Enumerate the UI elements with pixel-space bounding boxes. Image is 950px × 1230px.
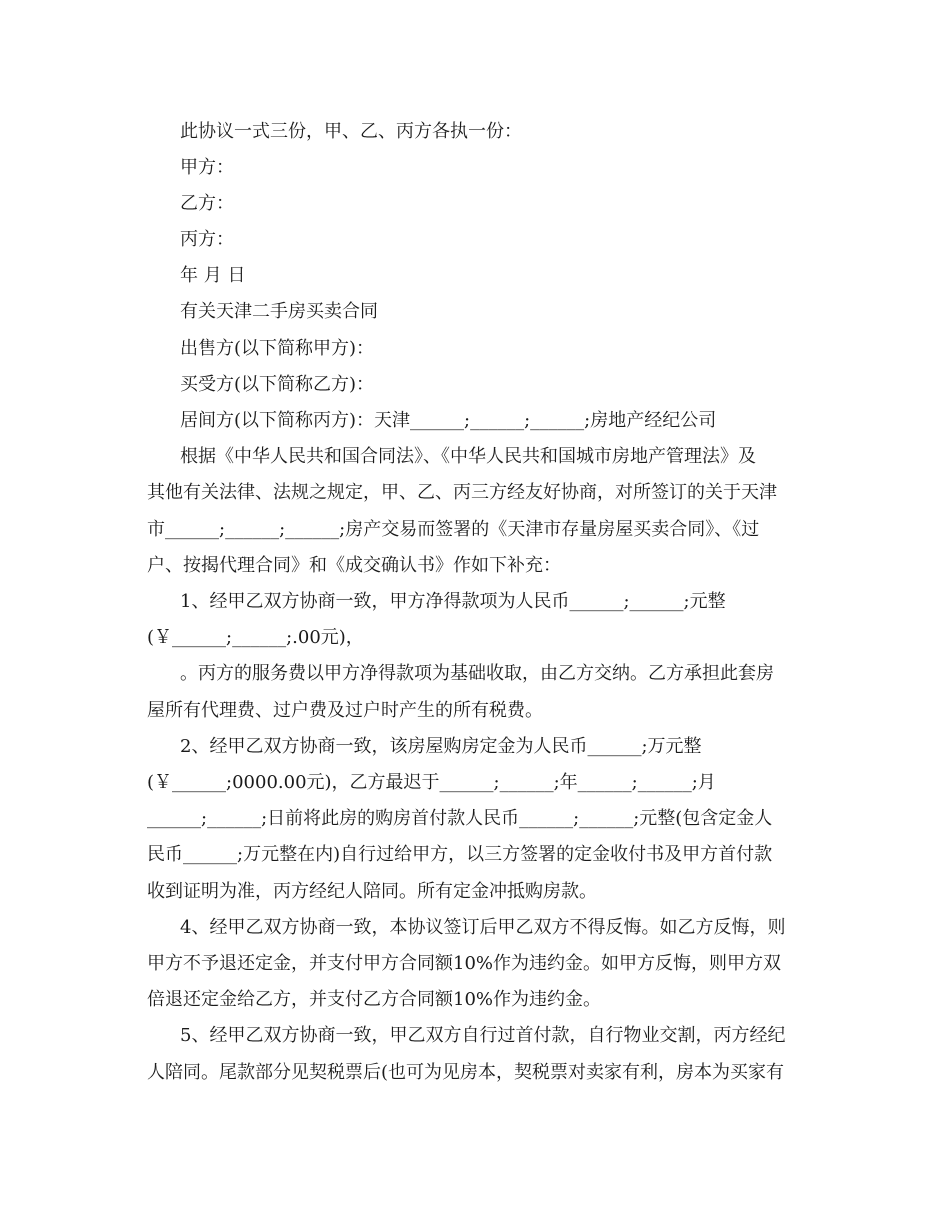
clause-line: 5、经甲乙双方协商一致，甲乙双方自行过首付款，自行物业交割，丙方经纪 xyxy=(180,1025,786,1046)
clause-line: ______;______;日前将此房的购房首付款人民币______;______;元整(包含定金人 xyxy=(147,808,773,829)
clause-line: 倍退还定金给乙方，并支付乙方合同额10%作为违约金。 xyxy=(147,989,602,1010)
paragraph-line: 根据《中华人民共和国合同法》、《中华人民共和国城市房地产管理法》及 xyxy=(180,446,756,467)
paragraph-line: 其他有关法律、法规之规定，甲、乙、丙三方经友好协商，对所签订的关于天津 xyxy=(147,482,777,503)
clause-line: 屋所有代理费、过户费及过户时产生的所有税费。 xyxy=(147,700,543,721)
text-line: 乙方： xyxy=(180,193,234,214)
text-line: 此协议一式三份，甲、乙、丙方各执一份： xyxy=(180,121,522,142)
clause-line: 。丙方的服务费以甲方净得款项为基础收取，由乙方交纳。乙方承担此套房 xyxy=(180,663,774,684)
clause-line: (￥______;______;.00元)， xyxy=(147,627,364,648)
clause-line: 4、经甲乙双方协商一致，本协议签订后甲乙双方不得反悔。如乙方反悔，则 xyxy=(180,917,786,938)
paragraph-line: 市______;______;______;房产交易而签署的《天津市存量房屋买卖合同》、《过 xyxy=(147,519,760,540)
text-line: 买受方(以下简称乙方)： xyxy=(180,374,375,395)
text-line: 出售方(以下简称甲方)： xyxy=(180,338,375,359)
contract-title: 有关天津二手房买卖合同 xyxy=(180,301,378,322)
clause-line: 人陪同。尾款部分见契税票后(也可为见房本，契税票对卖家有利，房本为买家有 xyxy=(147,1062,785,1083)
text-line: 居间方(以下简称丙方)：天津______;______;______;房地产经纪公司 xyxy=(180,410,717,431)
clause-line: 甲方不予退还定金，并支付甲方合同额10%作为违约金。如甲方反悔，则甲方双 xyxy=(147,953,782,974)
clause-line: 民币______;万元整在内)自行过给甲方，以三方签署的定金收付书及甲方首付款 xyxy=(147,844,773,865)
text-line: 丙方： xyxy=(180,229,234,250)
date-line: 年 月 日 xyxy=(180,265,246,286)
text-line: 甲方： xyxy=(180,157,234,178)
clause-line: 1、经甲乙双方协商一致，甲方净得款项为人民币______;______;元整 xyxy=(180,591,726,612)
clause-line: 2、经甲乙双方协商一致，该房屋购房定金为人民币______;万元整 xyxy=(180,736,702,757)
paragraph-line: 户、按揭代理合同》和《成交确认书》作如下补充： xyxy=(147,555,561,576)
clause-line: (￥______;0000.00元)，乙方最迟于______;______;年______;______;月 xyxy=(147,772,716,793)
clause-line: 收到证明为准，丙方经纪人陪同。所有定金冲抵购房款。 xyxy=(147,881,597,902)
